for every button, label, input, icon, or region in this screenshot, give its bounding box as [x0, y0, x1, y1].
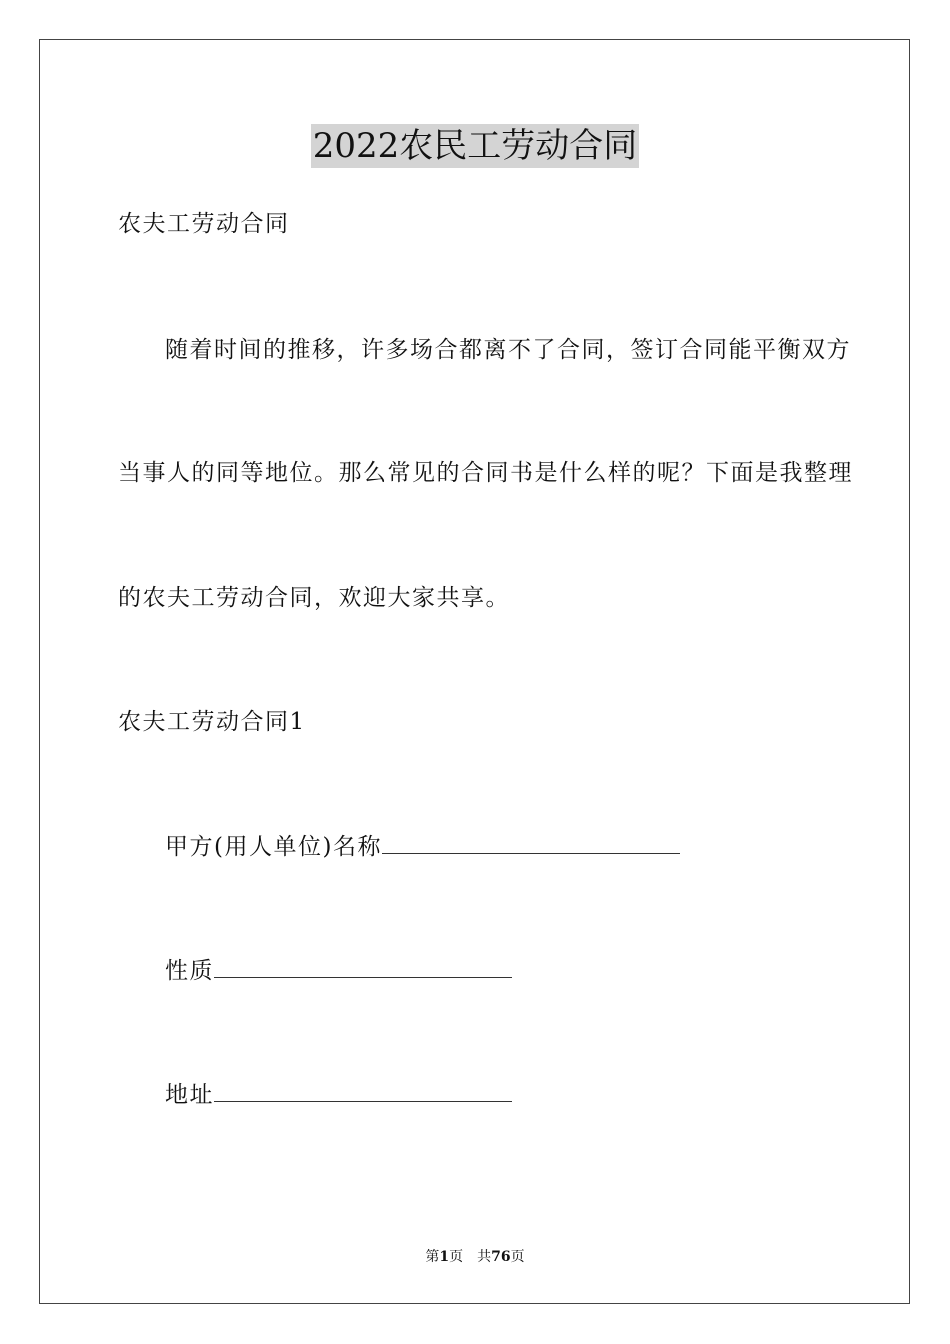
page-number: 1	[439, 1249, 450, 1265]
fill-in-blank	[214, 1079, 512, 1102]
field-nature	[165, 955, 512, 986]
total-prefix: 共	[477, 1249, 492, 1265]
field-label: 地址	[165, 1082, 214, 1108]
total-pages: 76	[491, 1249, 511, 1265]
intro-line-3: 的农夫工劳动合同，欢迎大家共享。	[118, 585, 510, 611]
page-suffix: 页	[449, 1249, 464, 1265]
fill-in-blank	[214, 955, 512, 978]
intro-line-1: 随着时间的推移，许多场合都离不了合同，签订合同能平衡双方	[165, 337, 851, 363]
fill-in-blank	[382, 831, 680, 854]
section-heading: 农夫工劳动合同1	[118, 709, 306, 735]
field-label: 性质	[165, 958, 214, 984]
page-prefix: 第	[425, 1249, 440, 1265]
document-title: 2022农民工劳动合同	[312, 126, 638, 166]
field-address	[165, 1079, 512, 1110]
document-title-container	[0, 124, 950, 168]
document-subtitle: 农夫工劳动合同	[118, 211, 290, 237]
field-employer-name	[165, 831, 680, 862]
field-label: 甲方(用人单位)名称	[165, 834, 382, 860]
intro-line-2: 当事人的同等地位。那么常见的合同书是什么样的呢？下面是我整理	[118, 460, 853, 486]
page-footer	[0, 1247, 950, 1267]
total-suffix: 页	[510, 1249, 525, 1265]
